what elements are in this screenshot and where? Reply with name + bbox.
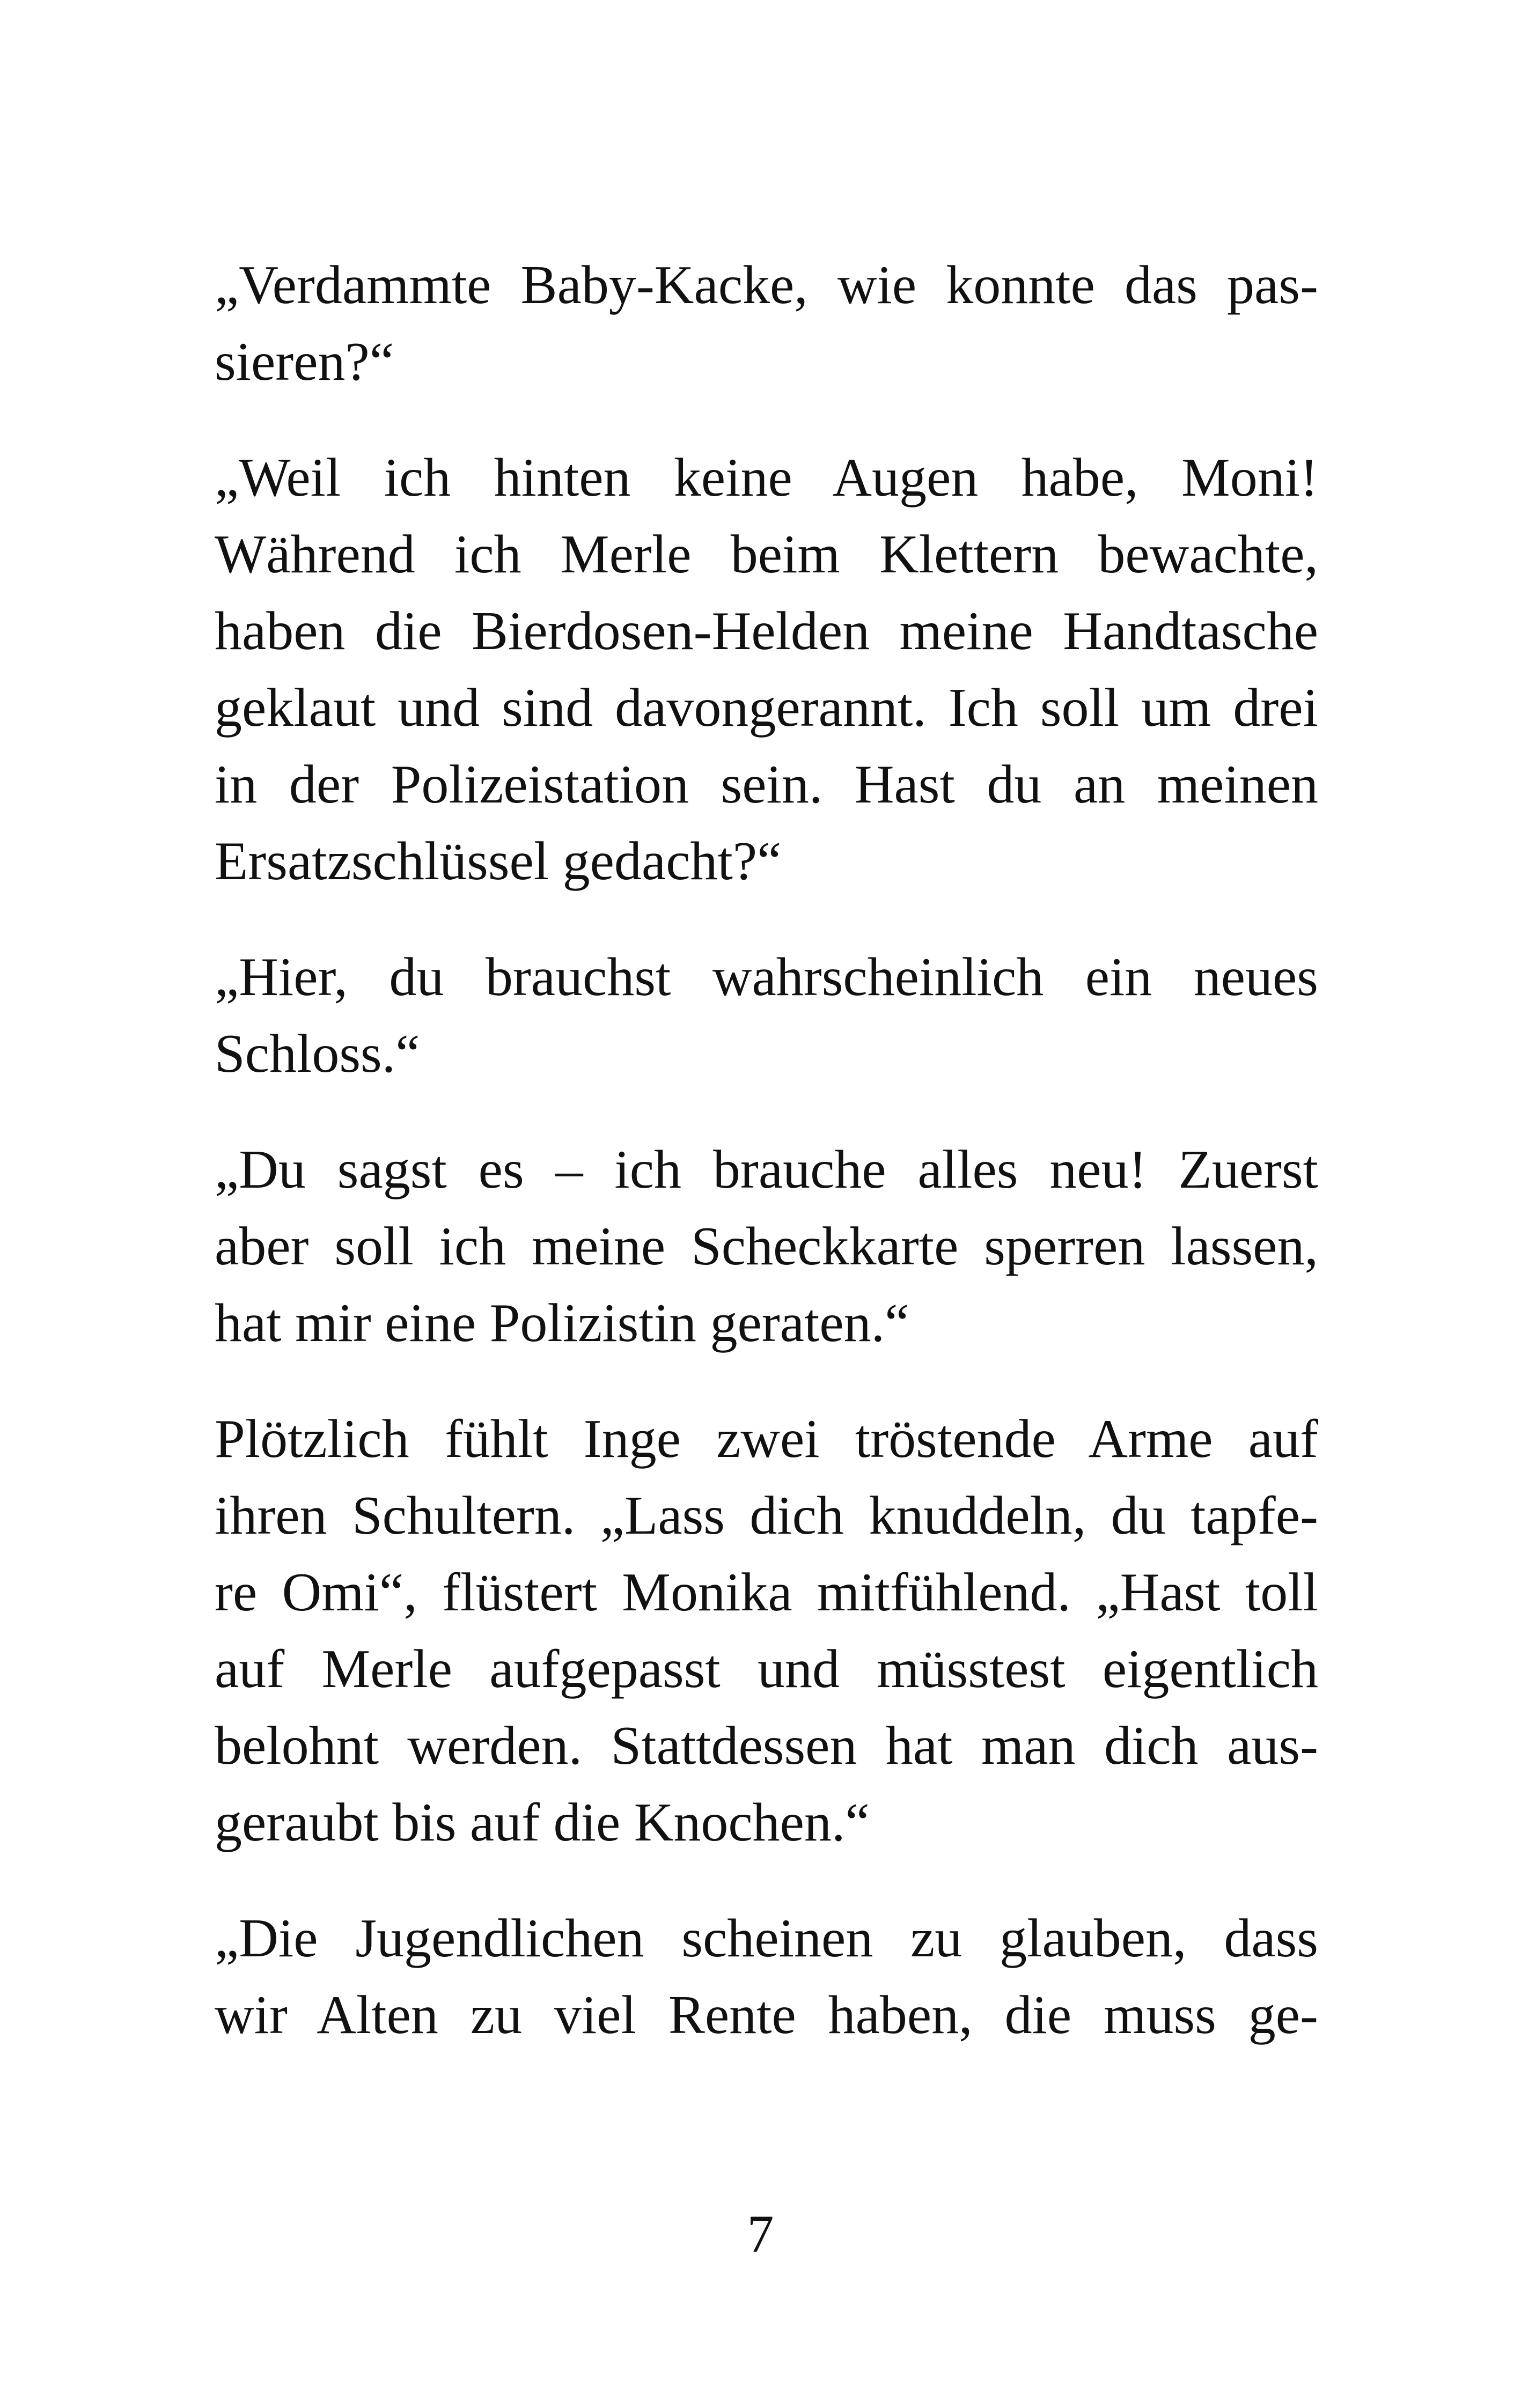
text-line: haben die Bierdosen-Helden meine Handtasche xyxy=(215,601,1318,661)
page-number: 7 xyxy=(747,2204,774,2264)
text-line: Schloss.“ xyxy=(215,1023,420,1084)
paragraph-4 xyxy=(215,1131,1318,1361)
paragraph-3 xyxy=(215,939,1318,1092)
paragraph-2 xyxy=(215,439,1318,900)
text-line: „Verdammte Baby-Kacke, wie konnte das pas- xyxy=(215,255,1318,315)
text-line: Ersatzschlüssel gedacht?“ xyxy=(215,831,782,892)
text-line: ihren Schultern. „Lass dich knuddeln, du tapfe- xyxy=(215,1485,1318,1546)
text-line: geraubt bis auf die Knochen.“ xyxy=(215,1792,870,1853)
paragraph-5 xyxy=(215,1401,1318,1861)
text-line: re Omi“, flüstert Monika mitfühlend. „Hast toll xyxy=(215,1562,1318,1623)
text-line: „Die Jugendlichen scheinen zu glauben, dass xyxy=(215,1908,1318,1969)
text-line: „Hier, du brauchst wahrscheinlich ein neues xyxy=(215,947,1318,1007)
body-text xyxy=(215,247,1318,2093)
text-line: belohnt werden. Stattdessen hat man dich aus- xyxy=(215,1715,1318,1776)
text-line: Plötzlich fühlt Inge zwei tröstende Arme auf xyxy=(215,1409,1318,1469)
text-line: aber soll ich meine Scheckkarte sperren lassen, xyxy=(215,1216,1318,1277)
text-line: in der Polizeistation sein. Hast du an meinen xyxy=(215,754,1318,815)
text-line: auf Merle aufgepasst und müsstest eigentlich xyxy=(215,1639,1318,1699)
text-line: „Weil ich hinten keine Augen habe, Moni! xyxy=(215,447,1318,508)
paragraph-1 xyxy=(215,247,1318,400)
paragraph-6 xyxy=(215,1900,1318,2053)
text-line: geklaut und sind davongerannt. Ich soll um drei xyxy=(215,678,1318,738)
text-line: sieren?“ xyxy=(215,332,394,392)
text-line: Während ich Merle beim Klettern bewachte, xyxy=(215,524,1318,585)
text-line: „Du sagst es – ich brauche alles neu! Zuerst xyxy=(215,1139,1318,1200)
text-line: wir Alten zu viel Rente haben, die muss ge- xyxy=(215,1985,1318,2045)
text-line: hat mir eine Polizistin geraten.“ xyxy=(215,1293,909,1353)
